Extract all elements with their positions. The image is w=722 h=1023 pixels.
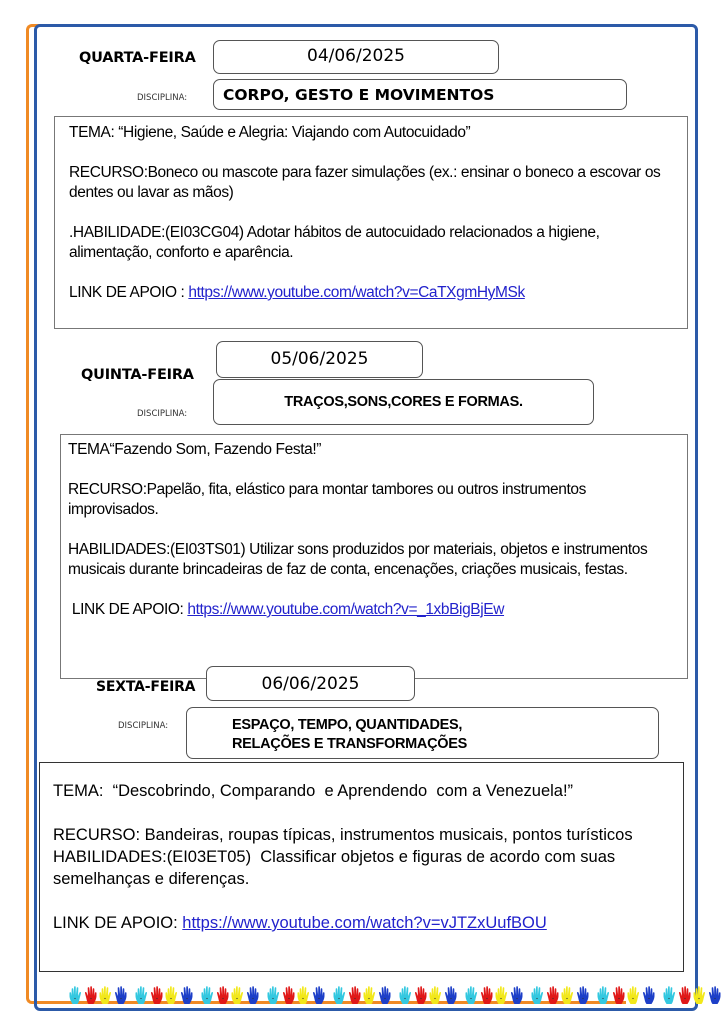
- discipline-box-thursday: TRAÇOS,SONS,CORES E FORMAS.: [213, 379, 594, 425]
- link-label: LINK DE APOIO :: [69, 284, 189, 301]
- hand-group: [134, 985, 194, 1007]
- link-line: [69, 283, 673, 303]
- hand-icon: [398, 985, 413, 1005]
- hand-icon: [68, 985, 83, 1005]
- hand-icon: [560, 985, 575, 1005]
- habilidade-text: HABILIDADES:(EI03ET05) Classificar objetos e figuras de acordo com suas semelhanças e diferenças.: [53, 848, 620, 888]
- hand-icon: [428, 985, 443, 1005]
- hand-icon: [707, 985, 722, 1005]
- hand-group: [662, 985, 722, 1007]
- hand-icon: [215, 985, 230, 1005]
- day-label-friday: SEXTA-FEIRA: [96, 679, 196, 695]
- discipline-line-2: RELAÇÕES E TRANSFORMAÇÕES: [232, 736, 467, 752]
- hand-icon: [83, 985, 98, 1005]
- hand-group: [398, 985, 458, 1007]
- hand-group: [596, 985, 656, 1007]
- support-link[interactable]: https://www.youtube.com/watch?v=vJTZxUufBOU: [182, 914, 547, 932]
- support-link[interactable]: https://www.youtube.com/watch?v=CaTXgmHyMSk: [188, 284, 525, 301]
- discipline-box-wednesday: CORPO, GESTO E MOVIMENTOS: [213, 79, 627, 110]
- link-label: LINK DE APOIO:: [53, 914, 183, 932]
- hand-icon: [443, 985, 458, 1005]
- habilidade-text: HABILIDADES:(EI03TS01) Utilizar sons produzidos por materiais, objetos e instrumentos musicais durante brincadeiras de faz de conta, encenações, criações musicais, festas.: [68, 541, 648, 578]
- hand-icon: [413, 985, 428, 1005]
- hand-icon: [479, 985, 494, 1005]
- content-box-wednesday: [54, 116, 688, 329]
- hand-group: [464, 985, 524, 1007]
- recurso-text: RECURSO:Boneco ou mascote para fazer simulações (ex.: ensinar o boneco a escovar os dentes ou lavar as mãos): [69, 164, 661, 201]
- content-box-thursday: [60, 434, 688, 679]
- hand-icon: [464, 985, 479, 1005]
- discipline-label: DISCIPLINA:: [137, 93, 188, 103]
- discipline-box-friday: [186, 707, 659, 759]
- hand-icon: [575, 985, 590, 1005]
- tema-text: TEMA: “Descobrindo, Comparando e Aprendendo com a Venezuela!”: [53, 782, 574, 800]
- hand-icon: [311, 985, 326, 1005]
- hand-icon: [641, 985, 656, 1005]
- recurso-text: RECURSO: Bandeiras, roupas típicas, instrumentos musicais, pontos turísticos: [53, 826, 633, 844]
- recurso-text: RECURSO:Papelão, fita, elástico para montar tambores ou outros instrumentos improvisados.: [68, 481, 586, 518]
- tema-text: TEMA: “Higiene, Saúde e Alegria: Viajando com Autocuidado”: [69, 124, 471, 141]
- hand-icon: [149, 985, 164, 1005]
- date-box-friday: 06/06/2025: [206, 666, 415, 701]
- hand-icon: [164, 985, 179, 1005]
- hand-icon: [530, 985, 545, 1005]
- tema-text: TEMA“Fazendo Som, Fazendo Festa!”: [68, 441, 321, 458]
- day-label-wednesday: QUARTA-FEIRA: [79, 50, 196, 66]
- hand-icon: [296, 985, 311, 1005]
- habilidade-text: .HABILIDADE:(EI03CG04) Adotar hábitos de autocuidado relacionados a higiene, alimentação, conforto e aparência.: [69, 224, 600, 261]
- hand-icon: [662, 985, 677, 1005]
- hand-group: [530, 985, 590, 1007]
- link-line: [68, 600, 680, 620]
- content-box-friday: [39, 762, 684, 972]
- discipline-label: DISCIPLINA:: [118, 721, 169, 731]
- discipline-line-1: ESPAÇO, TEMPO, QUANTIDADES,: [232, 717, 463, 733]
- hand-icon: [113, 985, 128, 1005]
- hand-icon: [347, 985, 362, 1005]
- hand-icon: [509, 985, 524, 1005]
- hand-icon: [230, 985, 245, 1005]
- hand-icon: [98, 985, 113, 1005]
- hands-decorative-border: [68, 985, 722, 1007]
- hand-icon: [611, 985, 626, 1005]
- support-link[interactable]: https://www.youtube.com/watch?v=_1xbBigBjEw: [187, 601, 505, 618]
- hand-icon: [626, 985, 641, 1005]
- date-box-wednesday: 04/06/2025: [213, 40, 499, 74]
- date-box-thursday: 05/06/2025: [216, 341, 423, 378]
- discipline-label: DISCIPLINA:: [137, 409, 188, 419]
- hand-icon: [200, 985, 215, 1005]
- link-line: [53, 912, 670, 934]
- link-label: LINK DE APOIO:: [68, 601, 188, 618]
- hand-group: [266, 985, 326, 1007]
- hand-icon: [677, 985, 692, 1005]
- hand-icon: [692, 985, 707, 1005]
- hand-icon: [245, 985, 260, 1005]
- hand-icon: [134, 985, 149, 1005]
- hand-icon: [596, 985, 611, 1005]
- hand-group: [68, 985, 128, 1007]
- hand-group: [200, 985, 260, 1007]
- hand-icon: [266, 985, 281, 1005]
- hand-icon: [494, 985, 509, 1005]
- hand-icon: [179, 985, 194, 1005]
- hand-icon: [332, 985, 347, 1005]
- hand-icon: [377, 985, 392, 1005]
- hand-group: [332, 985, 392, 1007]
- hand-icon: [545, 985, 560, 1005]
- hand-icon: [281, 985, 296, 1005]
- day-label-thursday: QUINTA-FEIRA: [81, 367, 194, 383]
- hand-icon: [362, 985, 377, 1005]
